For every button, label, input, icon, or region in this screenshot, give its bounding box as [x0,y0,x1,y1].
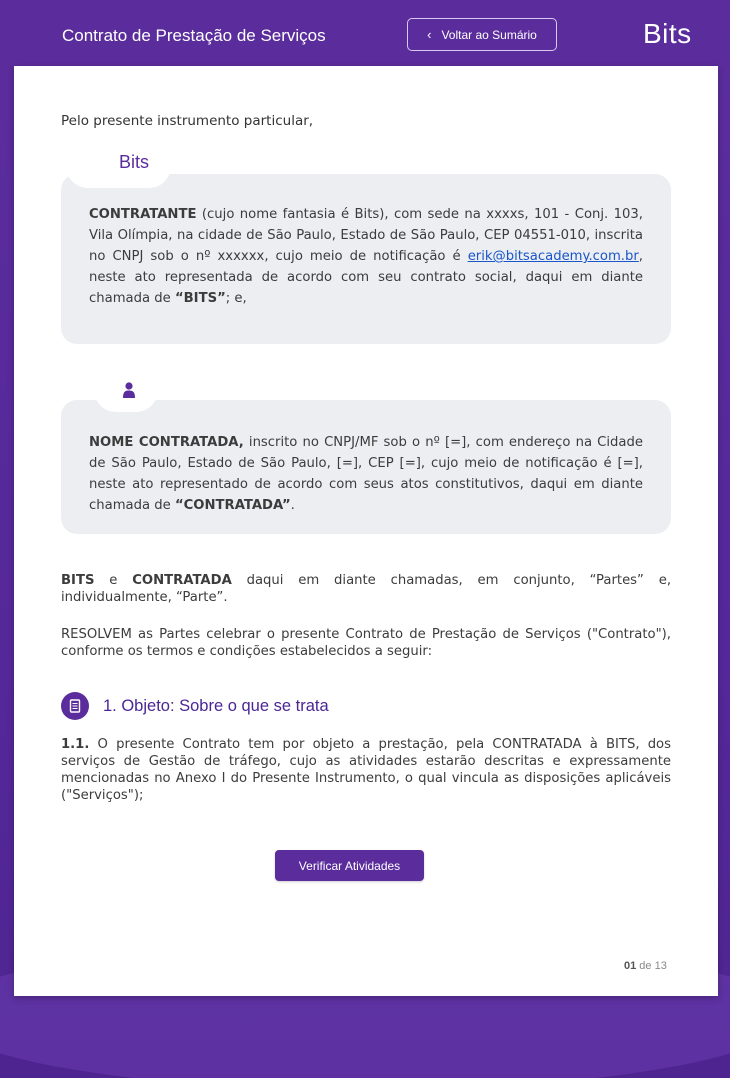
header-title: Contrato de Prestação de Serviços [62,26,326,45]
brand-logo: Bits [643,18,692,49]
page-current: 01 [624,960,637,972]
contratante-name: CONTRATANTE [89,207,197,222]
contratada-alias: “CONTRATADA” [174,498,291,513]
contratada-desc-c: . [290,498,295,513]
parties-bits: BITS [61,573,95,588]
contratada-text [89,432,643,516]
app-header [14,0,718,68]
back-to-summary-button[interactable] [407,18,557,51]
contratante-desc-a: (cujo nome fantasia é Bits), com sede na xxxxs, 101 - Conj. 103, Vila Olímpia, na cidade de São Paulo, Estado de São Paulo, CEP 04551-010, inscrita no CNPJ sob o nº xxxxxx, cujo meio de notificação é [89,207,643,264]
document-icon [61,692,89,720]
contratante-desc-c: ; e, [225,291,247,306]
section-1-heading [61,692,329,720]
parties-paragraph [61,572,671,606]
intro-text: Pelo presente instrumento particular, [61,113,314,129]
back-button-label: Voltar ao Sumário [441,27,537,42]
parties-and: e [94,573,133,588]
email-link[interactable]: erik@bitsacademy.com.br [467,249,639,264]
page-total: de 13 [636,960,667,972]
contratante-tab-label: Bits [119,152,150,172]
parties-rest: daqui em diante chamadas, em conjunto, “Partes” e, individualmente, “Parte”. [61,573,672,605]
section-1-title: 1. Objeto: Sobre o que se trata [103,696,329,715]
contratante-text [89,204,643,309]
contratada-name: NOME CONTRATADA, [89,435,244,450]
contratante-card [61,174,671,344]
resolve-paragraph: RESOLVEM as Partes celebrar o presente Contrato de Prestação de Serviços ("Contrato"), conforme os termos e condições estabelecidos a seguir: [61,627,671,659]
contract-page [14,66,718,996]
contratada-card [61,400,671,534]
chevron-left-icon: ‹ [427,27,432,42]
clause-text: O presente Contrato tem por objeto a prestação, pela CONTRATADA à BITS, dos serviços de Gestão de tráfego, cujo as atividades estarão descritas e expressamente mencionadas no Anexo I do Presente Instrumento, o qual vincula as disposições aplicáveis ("Serviços"); [61,737,671,803]
person-icon [122,382,136,398]
contratante-desc-b: , neste ato representada de acordo com seu contrato social, daqui em diante chamada de [89,249,643,306]
clause-1-1 [61,736,671,804]
clause-number: 1.1. [61,737,90,752]
page-indicator [624,960,667,972]
parties-contratada: CONTRATADA [132,573,232,588]
contratada-desc-a: inscrito no CNPJ/MF sob o nº [=], com endereço na Cidade de São Paulo, Estado de São Paulo, [=], CEP [=], cujo meio de notificação é [=], neste ato representado de acordo com seus atos constitutivos, daqui em diante chamada de [89,435,643,513]
verify-activities-button[interactable]: Verificar Atividades [275,850,424,881]
contratante-alias: “BITS” [174,291,226,306]
